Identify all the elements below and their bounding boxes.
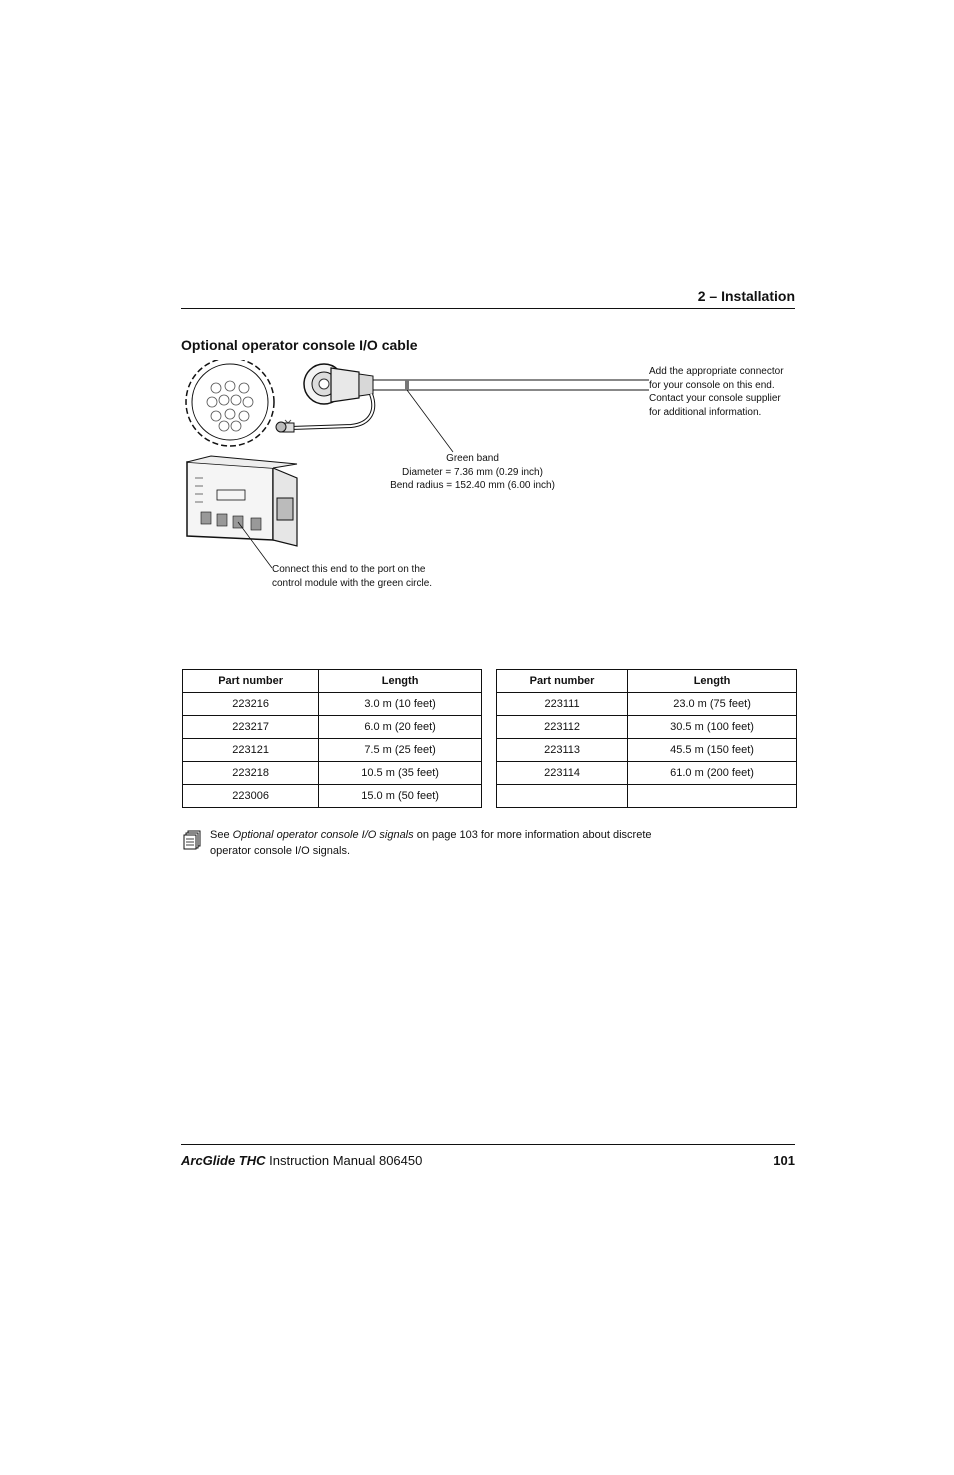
note-icon bbox=[183, 830, 201, 850]
callout-line: Green band bbox=[446, 453, 499, 464]
footer-manual-info bbox=[181, 1153, 422, 1168]
length-cell: 6.0 m (20 feet) bbox=[319, 716, 482, 739]
part-number-cell: 223121 bbox=[183, 739, 319, 762]
length-cell: 30.5 m (100 feet) bbox=[628, 716, 797, 739]
column-header: Length bbox=[319, 670, 482, 693]
table-header-row bbox=[183, 670, 482, 693]
page-number: 101 bbox=[773, 1153, 795, 1168]
section-title: Optional operator console I/O cable bbox=[181, 337, 418, 353]
part-number-cell: 223113 bbox=[497, 739, 628, 762]
table-row bbox=[183, 716, 482, 739]
table-row bbox=[497, 693, 797, 716]
callout-green-band bbox=[370, 452, 575, 493]
note-suffix: on page 103 for more information about discrete bbox=[413, 829, 652, 841]
part-number-cell bbox=[497, 785, 628, 808]
table-row bbox=[497, 762, 797, 785]
table-row bbox=[183, 762, 482, 785]
callout-line: control module with the green circle. bbox=[272, 577, 433, 589]
part-number-table-left bbox=[182, 669, 482, 808]
length-cell: 3.0 m (10 feet) bbox=[319, 693, 482, 716]
table-row bbox=[183, 693, 482, 716]
callout-module-end bbox=[272, 563, 472, 590]
column-header: Part number bbox=[497, 670, 628, 693]
cable-connector-illustration bbox=[304, 364, 373, 404]
length-cell: 7.5 m (25 feet) bbox=[319, 739, 482, 762]
length-cell: 61.0 m (200 feet) bbox=[628, 762, 797, 785]
length-cell bbox=[628, 785, 797, 808]
footer-rule bbox=[181, 1144, 795, 1145]
cross-reference-link[interactable]: Optional operator console I/O signals bbox=[232, 829, 414, 841]
part-number-cell: 223006 bbox=[183, 785, 319, 808]
column-header: Length bbox=[628, 670, 797, 693]
note-text bbox=[210, 827, 690, 859]
callout-line: Diameter = 7.36 mm (0.29 inch) bbox=[402, 466, 543, 478]
length-cell: 45.5 m (150 feet) bbox=[628, 739, 797, 762]
table-row bbox=[497, 739, 797, 762]
note-line-2: operator console I/O signals. bbox=[210, 845, 351, 857]
length-cell: 15.0 m (50 feet) bbox=[319, 785, 482, 808]
part-number-cell: 223114 bbox=[497, 762, 628, 785]
manual-title: Instruction Manual 806450 bbox=[265, 1153, 423, 1168]
table-row bbox=[497, 785, 797, 808]
callout-line: Contact your console supplier bbox=[649, 393, 781, 404]
callout-console-end bbox=[649, 365, 799, 419]
length-cell: 23.0 m (75 feet) bbox=[628, 693, 797, 716]
part-number-cell: 223112 bbox=[497, 716, 628, 739]
callout-line: Add the appropriate connector bbox=[649, 366, 784, 377]
column-header: Part number bbox=[183, 670, 319, 693]
callout-line: Connect this end to the port on the bbox=[272, 564, 426, 575]
header-rule bbox=[181, 308, 795, 309]
part-number-cell: 223218 bbox=[183, 762, 319, 785]
part-number-cell: 223111 bbox=[497, 693, 628, 716]
table-row bbox=[183, 739, 482, 762]
callout-line: for your console on this end. bbox=[649, 379, 775, 391]
table-row bbox=[497, 716, 797, 739]
control-module-illustration bbox=[187, 456, 297, 546]
connector-face-illustration bbox=[186, 360, 274, 446]
callout-line: for additional information. bbox=[649, 406, 762, 418]
table-header-row bbox=[497, 670, 797, 693]
part-number-table-right bbox=[496, 669, 797, 808]
chapter-header: 2 – Installation bbox=[697, 288, 795, 304]
product-name: ArcGlide THC bbox=[181, 1153, 266, 1168]
callout-line: Bend radius = 152.40 mm (6.00 inch) bbox=[390, 480, 555, 491]
small-plug-illustration bbox=[276, 422, 294, 432]
part-number-cell: 223216 bbox=[183, 693, 319, 716]
table-row bbox=[183, 785, 482, 808]
note-prefix: See bbox=[210, 829, 233, 841]
length-cell: 10.5 m (35 feet) bbox=[319, 762, 482, 785]
part-number-cell: 223217 bbox=[183, 716, 319, 739]
